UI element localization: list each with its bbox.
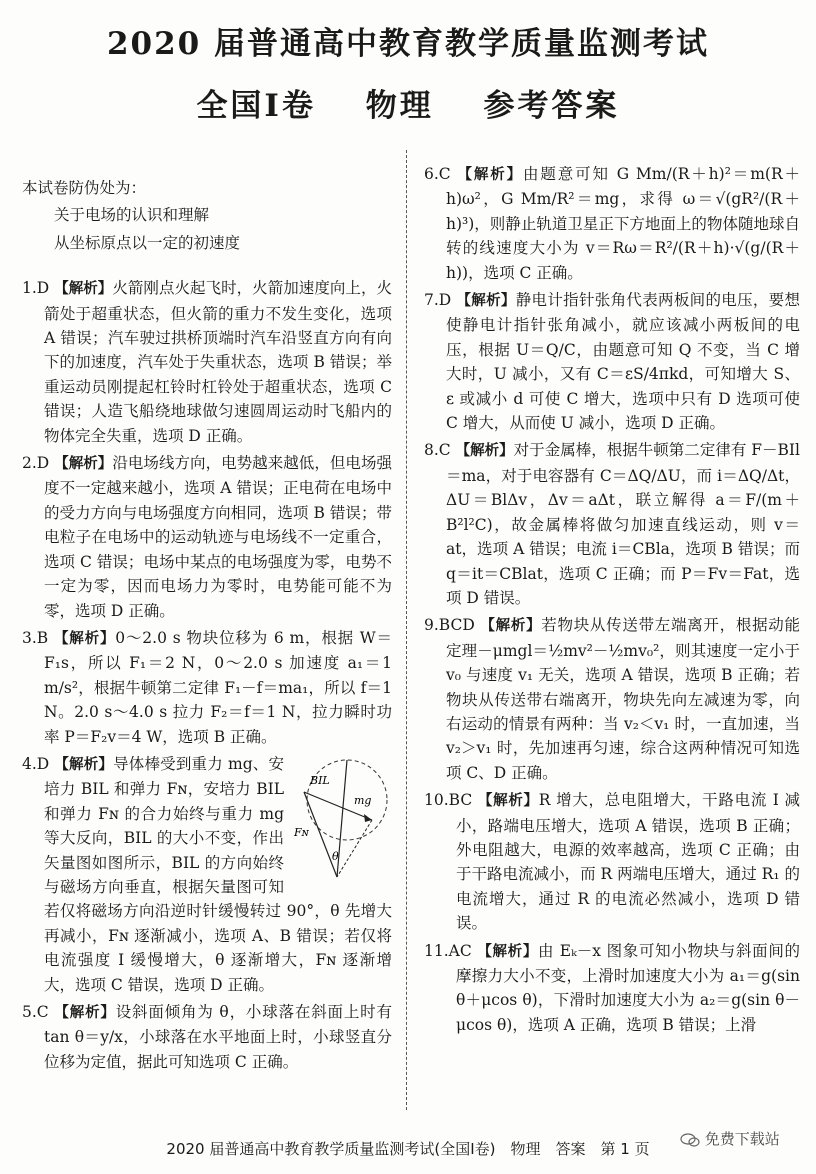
answer-text: 由题意可知 G Mm/(R＋h)²＝m(R＋h)ω²，G Mm/R²＝mg，求得 ω＝√(gR²/(R＋h)³)，则静止轨道卫星正下方地面上的物体随地球自转的线速度大小为 v＝Rω＝R²/(R＋h)·√(g/(R＋h))，选项 C 正确。 (446, 165, 800, 282)
answer-number: 11.AC (424, 941, 472, 960)
answer-number: 2.D (22, 454, 50, 473)
answer-text: 火箭刚点火起飞时，火箭加速度向上，火箭处于超重状态，但火箭的重力不发生变化，选项 A 错误；汽车驶过拱桥顶端时汽车沿竖直方向有向下的加速度，汽车处于失重状态，选项 B 错误；举重运动员刚提起杠铃时杠铃处于超重状态，选项 C 错误；人造飞船绕地球做匀速圆周运动时飞船内的物体完全失重，选项 D 正确。 (44, 279, 392, 445)
answer-text: 静电计指针张角代表两板间的电压，要想使静电计指针张角减小，就应该减小两板间的电压，根据 U＝Q/C，由题意可知 Q 不变，当 C 增大时，U 减小，又有 C＝εS/4πkd，可知增大 S、ε 或减小 d 可使 C 增大，选项中只有 D 选项可使 C 增大，从而使 U 减小，选项 D 正确。 (446, 291, 800, 433)
analysis-tag: 【解析】 (54, 1005, 116, 1021)
answer-9 (424, 613, 800, 785)
analysis-tag: 【解析】 (53, 630, 116, 647)
answer-8 (424, 438, 800, 610)
answer-text: 对于金属棒，根据牛顿第二定律有 F－BIl＝ma，对于电容器有 C＝ΔQ/ΔU，而 i＝ΔQ/Δt，ΔU＝BlΔv，Δv＝aΔt，联立解得 a＝F/(m＋B²l²C)，故金属棒将做匀加速直线运动，则 v＝at，选项 A 错误；电流 i＝CBla，选项 B 错误；而 q＝it＝CBlat，选项 C 正确；而 P＝Fv＝Fat，选项 D 错误。 (446, 441, 801, 607)
label-bil: BIL (310, 773, 330, 787)
analysis-tag: 【解析】 (480, 618, 542, 635)
answer-4 (22, 752, 392, 997)
mg-vector (337, 820, 372, 877)
right-column (424, 162, 800, 1040)
answer-number: 3.B (22, 628, 49, 647)
arrow-head (364, 814, 372, 822)
answer-text: 设斜面倾角为 θ，小球落在斜面上时有 tan θ＝y/x，小球落在水平地面上时，小球竖直分位移为定值，据此可知选项 C 正确。 (44, 1003, 393, 1071)
page-subtitle (0, 80, 816, 125)
answer-text: 若物块从传送带左端离开，根据动能定理－μmgl＝½mv²－½mv₀²，则其速度一定小于 v₀ 与速度 v₁ 无关，选项 A 错误，选项 B 正确；若物块从传送带右端离开，物块先向左减速为零，向右运动的情景有两种：当 v₂＜v₁ 时，一直加速，当 v₂＞v₁ 时，先加速再匀速，综合这两种情况可知选项 C、D 正确。 (446, 616, 800, 782)
antifake-block (22, 176, 392, 255)
antifake-item: 关于电场的认识和理解 (54, 206, 210, 225)
analysis-tag: 【解析】 (54, 756, 114, 773)
force-vector-diagram (292, 752, 392, 887)
answer-7 (424, 288, 800, 435)
dashed-circle (307, 760, 387, 840)
answer-number: 7.D (424, 291, 452, 310)
answer-number: 4.D (22, 754, 50, 773)
answer-11 (424, 939, 800, 1038)
answer-number: 10.BC (424, 791, 473, 810)
label-fn: Fɴ (294, 825, 309, 839)
answer-6 (424, 162, 800, 285)
answer-text: R 增大，总电阻增大，干路电流 I 减小，路端电压增大，选项 A 错误，选项 B 正确；外电阻越大，电源的效率越高，选项 C 正确；由于干路电流减小，而 R 两端电压增大，通过 R₁ 的电流增大，通过 R 的电流必然减小，选项 D 错误。 (456, 791, 800, 933)
answer-number: 1.D (22, 279, 50, 298)
page-footer: 2020 届普通高中教育教学质量监测考试(全国Ⅰ卷) 物理 答案 第 1 页 (166, 1140, 650, 1158)
subtitle-subject: 物理 (365, 88, 434, 124)
brand-text: 免费下载站 (704, 1130, 780, 1148)
analysis-tag: 【解析】 (54, 456, 113, 473)
answer-text: 沿电场线方向，电势越来越低，但电场强度不一定越来越小，选项 A 错误；正电荷在电场中的受力方向与电场强度方向相同，选项 B 错误；带电粒子在电场中的运动轨迹与电场线不一定重合，选项 C 错误；电场中某点的电场强度为零，电势不一定为零，因而电场力为零时，电势能可能不为零，选项 D 正确。 (44, 454, 392, 620)
analysis-tag: 【解析】 (457, 167, 523, 183)
answer-3 (22, 626, 392, 749)
column-divider (406, 150, 407, 1110)
answer-10 (424, 788, 800, 935)
answer-number: 6.C (424, 165, 451, 183)
answer-text: 导体棒受到重力 mg、安培力 BIL 和弹力 Fɴ，安培力 BIL 和弹力 Fɴ 的合力始终与重力 mg 等大反向，BIL 的大小不变，作出矢量图如图所示，BIL 的方向始终与磁场方向垂直，根据矢量图可知若仅将磁场方向沿逆时针缓慢转过 90°，θ 先增大再减小，Fɴ 逐渐减小，选项 A、B 错误；若仅将电流强度 I 缓慢增大，θ 逐渐增大，Fɴ 逐渐增大，选项 C 错误，选项 D 正确。 (44, 754, 392, 994)
label-theta: θ (332, 849, 339, 863)
analysis-tag: 【解析】 (455, 443, 514, 460)
wechat-icon (680, 1133, 700, 1147)
brand-watermark (680, 1128, 780, 1149)
analysis-tag: 【解析】 (54, 281, 113, 298)
subtitle-paper: 全国Ⅰ卷 (196, 88, 316, 124)
answer-number: 8.C (424, 441, 451, 460)
answer-text: 由 Eₖ－x 图象可知小物块与斜面间的摩擦力大小不变，上滑时加速度大小为 a₁＝g(sin θ＋μcos θ)，下滑时加速度大小为 a₂＝g(sin θ－μcos θ)，选项 A 正确，选项 B 错误；上滑 (456, 941, 800, 1034)
subtitle-answers: 参考答案 (483, 88, 620, 124)
answer-5 (22, 1000, 392, 1074)
antifake-item: 从坐标原点以一定的初速度 (54, 233, 241, 252)
antifake-label: 本试卷防伪处为： (22, 179, 147, 197)
answer-1 (22, 276, 392, 448)
page-title: 2020 届普通高中教育教学质量监测考试 (106, 26, 710, 62)
analysis-tag: 【解析】 (477, 943, 539, 960)
label-mg: mg (354, 793, 372, 807)
left-column (22, 162, 392, 1077)
analysis-tag: 【解析】 (456, 293, 516, 310)
answer-number: 5.C (22, 1003, 49, 1021)
answer-text: 0～2.0 s 物块位移为 6 m，根据 W＝F₁s，所以 F₁＝2 N，0～2.0 s 加速度 a₁＝1 m/s²，根据牛顿第二定律 F₁－f＝ma₁，所以 f＝1 N。2.0 s～4.0 s 拉力 F₂＝f＝1 N，拉力瞬时功率 P＝F₂v＝4 W，选项 B 正确。 (44, 628, 393, 746)
answer-number: 9.BCD (424, 616, 475, 635)
analysis-tag: 【解析】 (477, 793, 539, 810)
answer-2 (22, 451, 392, 623)
fn-vector (304, 792, 337, 877)
